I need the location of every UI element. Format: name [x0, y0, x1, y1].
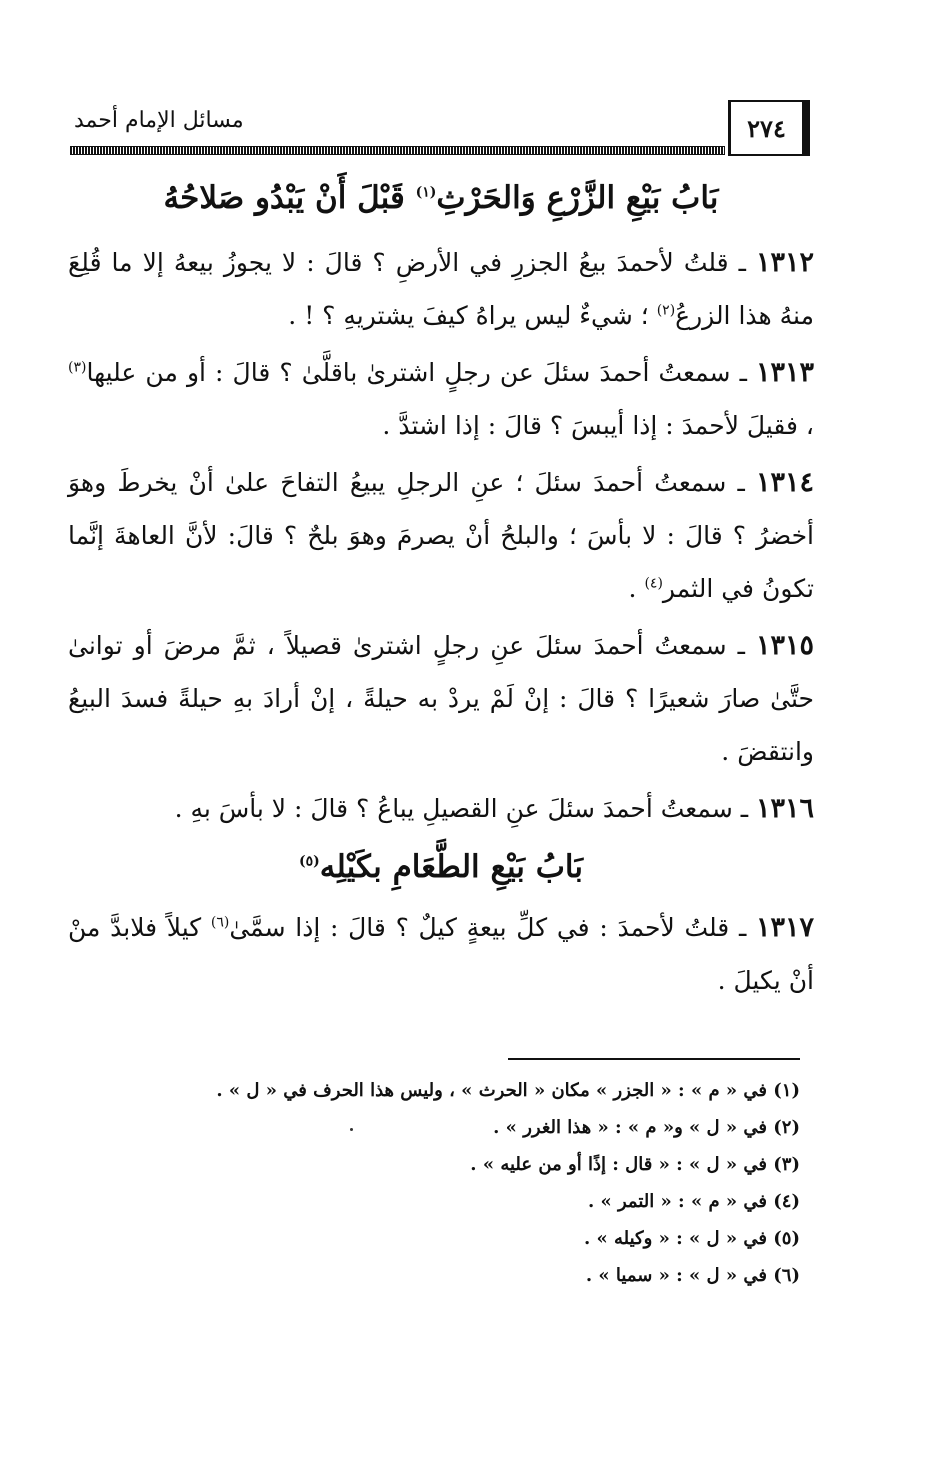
paragraph-text: ؛ شيءٌ ليس يراهُ كيفَ يشتريهِ ؟ ! .: [288, 301, 657, 330]
paragraph-1315: [68, 619, 814, 778]
paragraph-text: ـ سمعتُ أحمدَ سئلَ عن رجلٍ اشترىٰ باقلَّىٰ ؟ قالَ : أو من عليها: [86, 358, 756, 387]
chapter-title-text: بَابُ بَيْعِ الزَّرْعِ وَالحَرْثِ: [436, 180, 719, 216]
footnote-separator: [508, 1058, 800, 1060]
footnote-1: (١) في « م » : « الجزر » مكان « الحرث » ، وليس هذا الحرف في « ل » .: [216, 1080, 800, 1101]
header-rule: [70, 146, 725, 155]
footnote-marker: (١): [415, 184, 437, 201]
paragraph-text: ، فقيلَ لأحمدَ : إذا أيبسَ ؟ قالَ : إذا اشتدَّ .: [382, 411, 814, 440]
paragraph-text: ـ سمعتُ أحمدَ سئلَ ؛ عنِ الرجلِ يبيعُ التفاحَ علىٰ أنْ يخرطَ وهوَ أخضرُ ؟ قالَ : لا بأسَ ؛ والبلحُ أنْ يصرمَ وهوَ بلحٌ ؟ قالَ: لأنَّ العاهةَ إنَّما تكونُ في الثمر: [68, 468, 814, 603]
chapter-title-2: [68, 843, 814, 891]
footnotes: [100, 1072, 800, 1294]
paragraph-1313: [68, 346, 814, 452]
paragraph-1317: [68, 901, 814, 1007]
footnote-5: (٥) في « ل » : « وكيله » .: [583, 1228, 800, 1249]
footnote-marker: (٥): [299, 853, 320, 870]
footnote-6: (٦) في « ل » : « سميا » .: [585, 1265, 800, 1286]
paragraph-number: ١٣١٦: [755, 793, 814, 824]
chapter-title-1: [68, 174, 814, 222]
paragraph-text: ـ سمعتُ أحمدَ سئلَ عنِ رجلٍ اشترىٰ قصيلاً ، ثمَّ مرضَ أو توانىٰ حتَّىٰ صارَ شعيرًا ؟ قالَ : إنْ لَمْ يردْ به حيلةً ، إنْ أرادَ بهِ حيلةً فسدَ البيعُ وانتقضَ .: [68, 631, 815, 766]
paragraph-number: ١٣١٢: [755, 247, 814, 278]
footnote-4: (٤) في « م » : « التمر » .: [587, 1191, 800, 1212]
paragraph-number: ١٣١٣: [755, 357, 814, 388]
running-title: مسائل الإمام أحمد: [74, 108, 244, 133]
paragraph-text: ـ قلتُ لأحمدَ بيعُ الجزرِ في الأرضِ ؟ قالَ : لا يجوزُ بيعهُ إلا ما قُلِعَ منهُ هذا الزرعُ: [68, 248, 814, 330]
paragraph-number: ١٣١٥: [756, 630, 815, 661]
footnote-marker: (٤): [644, 575, 663, 592]
paragraph-text: ـ قلتُ لأحمدَ : في كلِّ بيعةٍ كيلٌ ؟ قالَ : إذا سمَّىٰ: [229, 913, 756, 942]
main-content: [68, 170, 814, 1011]
paragraph-number: ١٣١٧: [755, 912, 814, 943]
paragraph-text: ـ سمعتُ أحمدَ سئلَ عنِ القصيلِ يباعُ ؟ قالَ : لا بأسَ بهِ .: [174, 794, 756, 823]
footnote-marker: (٢): [656, 302, 676, 319]
chapter-title-text: بَابُ بَيْعِ الطَّعَامِ بكَيْلِه: [319, 849, 583, 885]
footnote-3: (٣) في « ل » : « قال : إذًا أو من عليه » .: [470, 1154, 800, 1175]
footnote-marker: (٣): [68, 359, 87, 376]
paragraph-1316: [68, 782, 814, 835]
page-number: ٢٧٤: [728, 100, 810, 156]
paragraph-number: ١٣١٤: [755, 467, 814, 498]
chapter-title-tail: قَبْلَ أَنْ يَبْدُو صَلاحُهُ: [163, 180, 416, 216]
paragraph-1312: [68, 236, 814, 342]
paragraph-1314: [68, 456, 814, 615]
page-header: [70, 100, 810, 162]
footnote-marker: (٦): [210, 914, 230, 931]
footnote-2: (٢) في « ل » و« م » : « هذا الغرر » .: [493, 1117, 800, 1138]
paragraph-text: .: [628, 574, 645, 603]
paragraph-text: كيلاً فلابدَّ منْ أنْ يكيلَ .: [68, 913, 814, 995]
